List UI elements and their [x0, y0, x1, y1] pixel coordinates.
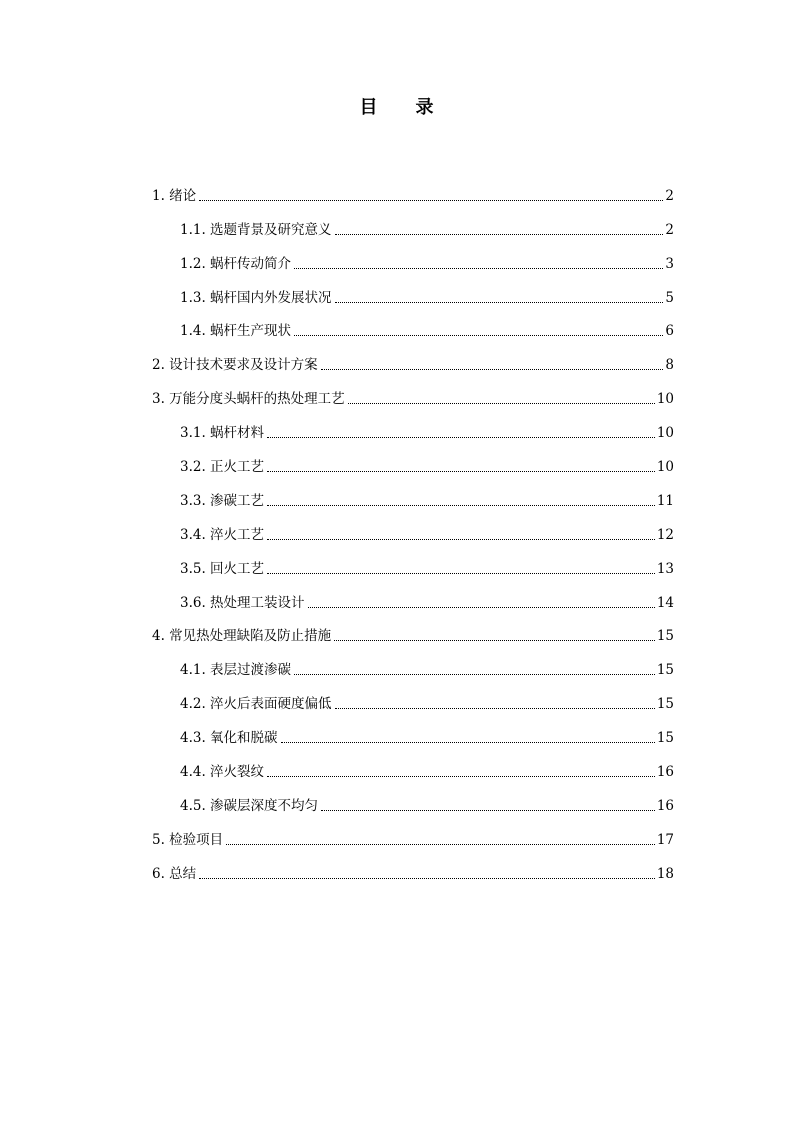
- toc-page-number: 14: [656, 594, 674, 611]
- toc-page-number: 16: [656, 797, 674, 814]
- toc-entry-label: 5. 检验项目: [152, 831, 224, 848]
- toc-dot-leader: [294, 268, 663, 269]
- toc-entry-label: 4. 常见热处理缺陷及防止措施: [152, 628, 332, 645]
- toc-subsection-entry[interactable]: [152, 310, 674, 344]
- toc-page-number: 15: [656, 662, 674, 679]
- toc-entry-label: 4.1. 表层过渡渗碳: [180, 662, 292, 679]
- toc-entry-label: 3.1. 蜗杆材料: [180, 425, 265, 442]
- toc-subsection-entry[interactable]: [152, 750, 674, 784]
- toc-page-number: 15: [656, 696, 674, 713]
- toc-subsection-entry[interactable]: [152, 784, 674, 818]
- toc-subsection-entry[interactable]: [152, 716, 674, 750]
- toc-section-entry[interactable]: [152, 377, 674, 411]
- toc-page-number: 3: [665, 255, 674, 272]
- toc-dot-leader: [281, 742, 655, 743]
- toc-page-number: 12: [656, 526, 674, 543]
- toc-page-number: 11: [656, 492, 674, 509]
- toc-dot-leader: [267, 539, 655, 540]
- toc-subsection-entry[interactable]: [152, 513, 674, 547]
- toc-entry-label: 1.4. 蜗杆生产现状: [180, 323, 292, 340]
- toc-dot-leader: [308, 607, 655, 608]
- toc-dot-leader: [321, 369, 664, 370]
- toc-page-number: 16: [656, 764, 674, 781]
- toc-entry-label: 3. 万能分度头蜗杆的热处理工艺: [152, 391, 345, 408]
- toc-page-number: 8: [665, 357, 674, 374]
- page-title: [0, 96, 793, 120]
- toc-subsection-entry[interactable]: [152, 479, 674, 513]
- toc-subsection-entry[interactable]: [152, 276, 674, 310]
- toc-entry-label: 4.5. 渗碳层深度不均匀: [180, 797, 319, 814]
- toc-section-entry[interactable]: [152, 818, 674, 852]
- toc-dot-leader: [335, 234, 664, 235]
- toc-page-number: 10: [656, 425, 674, 442]
- toc-page-number: 15: [656, 730, 674, 747]
- title-char-2: 录: [415, 97, 434, 118]
- toc-entry-label: 1.2. 蜗杆传动简介: [180, 255, 292, 272]
- toc-page-number: 6: [665, 323, 674, 340]
- toc-entry-label: 4.2. 淬火后表面硬度偏低: [180, 696, 332, 713]
- toc-subsection-entry[interactable]: [152, 581, 674, 615]
- toc-dot-leader: [267, 505, 655, 506]
- toc-entry-label: 1.3. 蜗杆国内外发展状况: [180, 289, 332, 306]
- toc-dot-leader: [226, 844, 655, 845]
- toc-dot-leader: [294, 335, 663, 336]
- toc-entry-label: 3.6. 热处理工装设计: [180, 594, 305, 611]
- table-of-contents: [152, 174, 674, 886]
- toc-section-entry[interactable]: [152, 615, 674, 649]
- toc-page-number: 18: [656, 865, 674, 882]
- toc-entry-label: 3.2. 正火工艺: [180, 459, 265, 476]
- toc-entry-label: 3.3. 渗碳工艺: [180, 492, 265, 509]
- toc-entry-label: 4.4. 淬火裂纹: [180, 764, 265, 781]
- toc-subsection-entry[interactable]: [152, 445, 674, 479]
- toc-page-number: 5: [665, 289, 674, 306]
- title-char-1: 目: [359, 97, 378, 118]
- toc-dot-leader: [267, 437, 655, 438]
- toc-subsection-entry[interactable]: [152, 547, 674, 581]
- toc-dot-leader: [199, 878, 655, 879]
- toc-dot-leader: [321, 810, 655, 811]
- toc-subsection-entry[interactable]: [152, 648, 674, 682]
- toc-section-entry[interactable]: [152, 174, 674, 208]
- toc-dot-leader: [348, 403, 655, 404]
- toc-entry-label: 4.3. 氧化和脱碳: [180, 730, 278, 747]
- toc-dot-leader: [294, 674, 655, 675]
- toc-dot-leader: [335, 302, 664, 303]
- toc-dot-leader: [335, 708, 655, 709]
- toc-dot-leader: [199, 200, 663, 201]
- toc-subsection-entry[interactable]: [152, 242, 674, 276]
- toc-entry-label: 1. 绪论: [152, 187, 197, 204]
- toc-dot-leader: [334, 640, 655, 641]
- toc-section-entry[interactable]: [152, 343, 674, 377]
- toc-page-number: 10: [656, 391, 674, 408]
- toc-subsection-entry[interactable]: [152, 411, 674, 445]
- toc-dot-leader: [267, 776, 655, 777]
- toc-dot-leader: [267, 573, 655, 574]
- toc-page-number: 13: [656, 560, 674, 577]
- toc-subsection-entry[interactable]: [152, 208, 674, 242]
- toc-entry-label: 3.5. 回火工艺: [180, 560, 265, 577]
- toc-page-number: 15: [656, 628, 674, 645]
- toc-section-entry[interactable]: [152, 852, 674, 886]
- toc-entry-label: 1.1. 选题背景及研究意义: [180, 221, 332, 238]
- toc-entry-label: 2. 设计技术要求及设计方案: [152, 357, 318, 374]
- toc-page-number: 17: [656, 831, 674, 848]
- toc-dot-leader: [267, 471, 655, 472]
- toc-subsection-entry[interactable]: [152, 682, 674, 716]
- toc-entry-label: 6. 总结: [152, 865, 197, 882]
- toc-entry-label: 3.4. 淬火工艺: [180, 526, 265, 543]
- toc-page-number: 2: [665, 187, 674, 204]
- toc-page-number: 10: [656, 459, 674, 476]
- toc-page-number: 2: [665, 221, 674, 238]
